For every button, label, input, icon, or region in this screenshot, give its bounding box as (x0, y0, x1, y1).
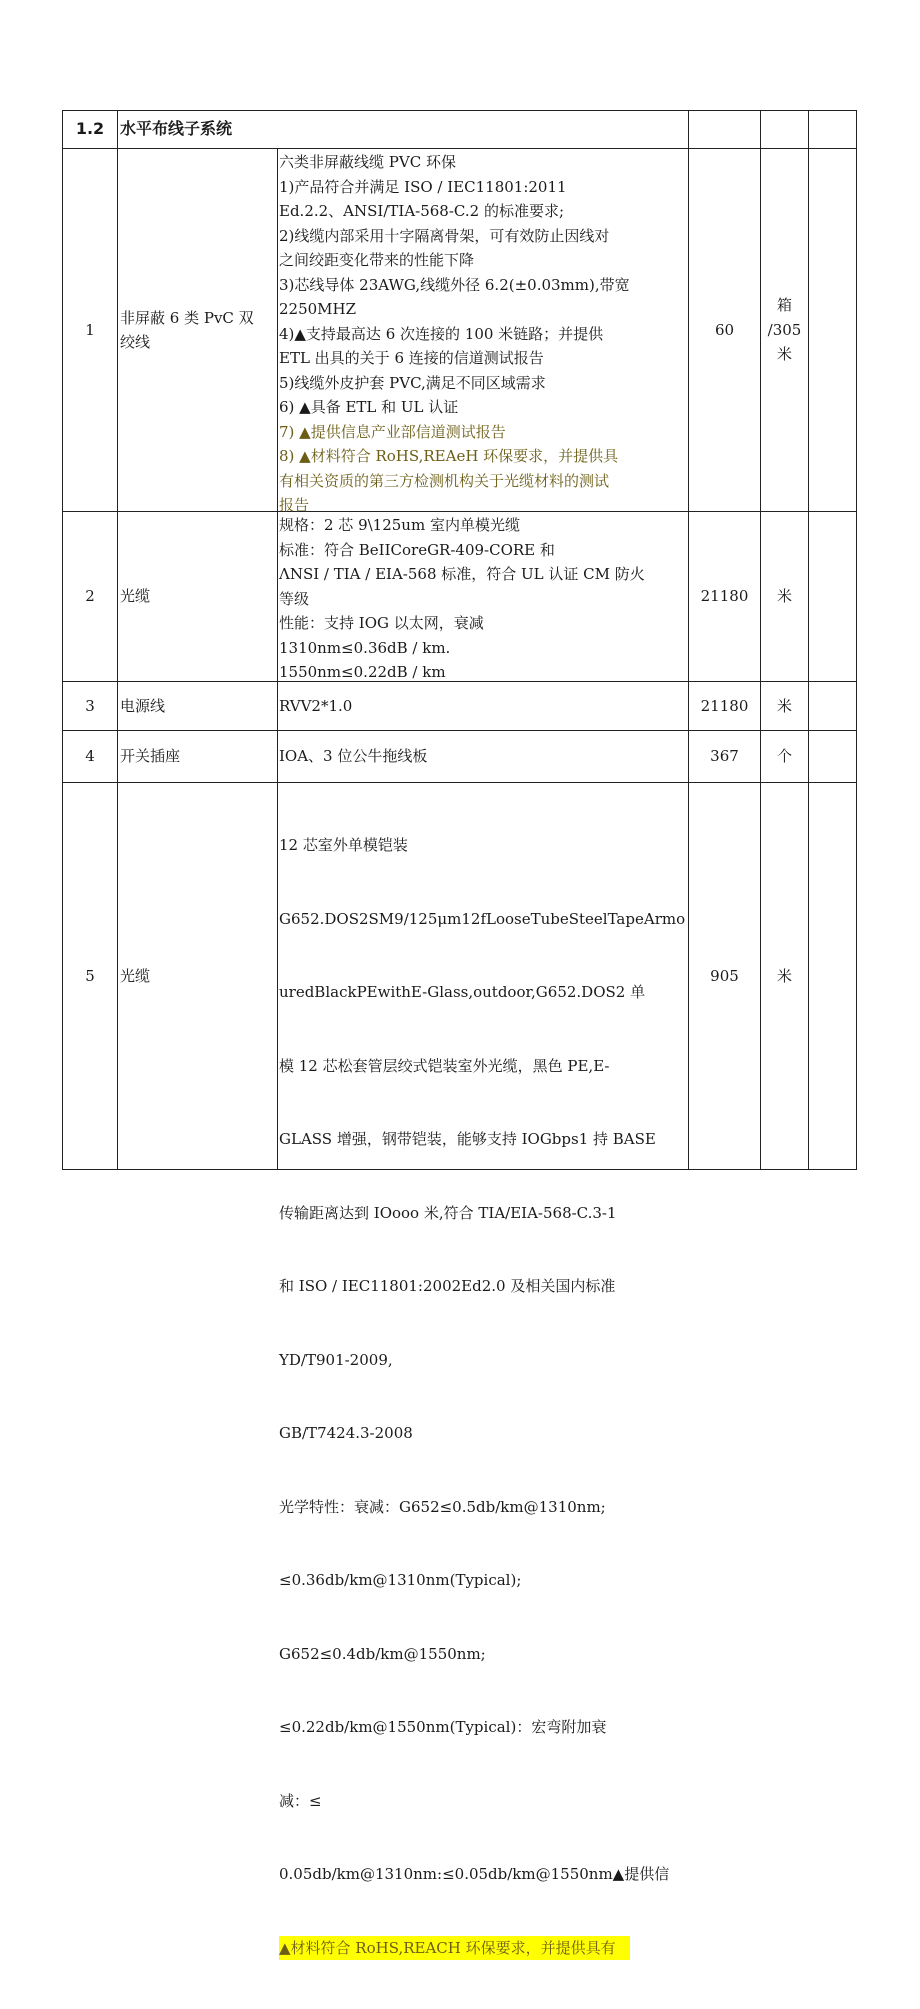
item-name: 电源线 (120, 696, 166, 715)
section-number: 1.2 (75, 119, 105, 139)
item-unit: 米 (776, 696, 792, 715)
row-number: 2 (85, 587, 95, 606)
item-unit: 米 (776, 587, 792, 606)
item-name: 光缆 (120, 587, 151, 606)
item-unit: 箱 /305 米 (767, 296, 802, 364)
col-divider (808, 110, 809, 1170)
item-quantity: 21180 (700, 696, 749, 715)
table-border-right (856, 110, 857, 1170)
highlighted-requirement: ▲材料符合 RoHS,REACH 环保要求，并提供具有 (279, 1936, 630, 1961)
col-divider (277, 148, 278, 1170)
item-name: 开关插座 (120, 747, 181, 766)
item-spec: 规格：2 芯 9\125um 室内单模光缆 标准：符合 BeIICoreGR-409-CORE 和 ΛNSI / TIA / EIA-568 标准，符合 UL 认证 CM 防火 等级 性能：支持 IOG 以太网，衰减 1310nm≤0.36dB / km. 1550nm≤0.22dB / km (279, 516, 645, 681)
item-spec: 六类非屏蔽线缆 PVC 环保 1)产品符合并满足 ISO / IEC11801:2011 Ed.2.2、ANSI/TIA-568-C.2 的标准要求; 2)线缆内部采用十字隔离骨架，可有效防止因线对 之间绞距变化带来的性能下降 3)芯线导体 23AWG,线缆外径 6.2(±0.03mm),带宽 2250MHZ 4)▲支持最高达 6 次连接的 100 米链路；并提供 ETL 出具的关于 6 连接的信道测试报告 5)线缆外皮护套 PVC,满足不同区域需求 6) ▲具备 ETL 和 UL 认证 7) ▲提供信息产业部信道测试报告 8) ▲材料符合 RoHS,REAeH 环保要求，并提供具 有相关资质的第三方检测机构关于光缆材料的测试 报告 (279, 153, 630, 514)
row-number: 5 (85, 966, 95, 985)
item-spec: IOA、3 位公牛拖线板 (279, 747, 428, 766)
item-quantity: 60 (714, 320, 735, 339)
item-unit: 米 (776, 966, 792, 985)
item-spec: RVV2*1.0 (279, 696, 353, 715)
item-spec: 12 芯室外单模铠装 G652.DOS2SM9/125μm12fLooseTubeSteelTapeArmo uredBlackPEwithE-Glass,outdoor,G652.DOS2 单 模 12 芯松套管层绞式铠装室外光缆，黑色 PE,E- GLASS 增强，钢带铠装，能够支持 IOGbps1 持 BASE 传输距离达到 IOooo 米,符合 TIA/EIA-568-C.3-1 和 ISO / IEC11801:2002Ed2.0 及相关国内标准 YD/T901-2009, GB/T7424.3-2008 光学特性：衰减：G652≤0.5db/km@1310nm; ≤0.36db/km@1310nm(Typical); G652≤0.4db/km@1550nm; ≤0.22db/km@1550nm(Typical)：宏弯附加衰 减：≤ 0.05db/km@1310nm:≤0.05db/km@1550nm▲提供信 ▲材料符合 RoHS,REACH 环保要求，并提供具有 (279, 784, 687, 1169)
row-number: 4 (85, 747, 95, 766)
item-unit: 个 (776, 747, 792, 766)
col-divider (117, 110, 118, 1170)
row-number: 1 (85, 320, 95, 339)
item-quantity: 905 (710, 966, 739, 985)
row-number: 3 (85, 696, 95, 715)
item-name: 光缆 (120, 966, 151, 985)
section-title: 水平布线子系统 (120, 119, 233, 139)
item-quantity: 21180 (700, 587, 749, 606)
item-name: 非屏蔽 6 类 PvC 双 绞线 (120, 308, 254, 351)
item-quantity: 367 (710, 747, 739, 766)
